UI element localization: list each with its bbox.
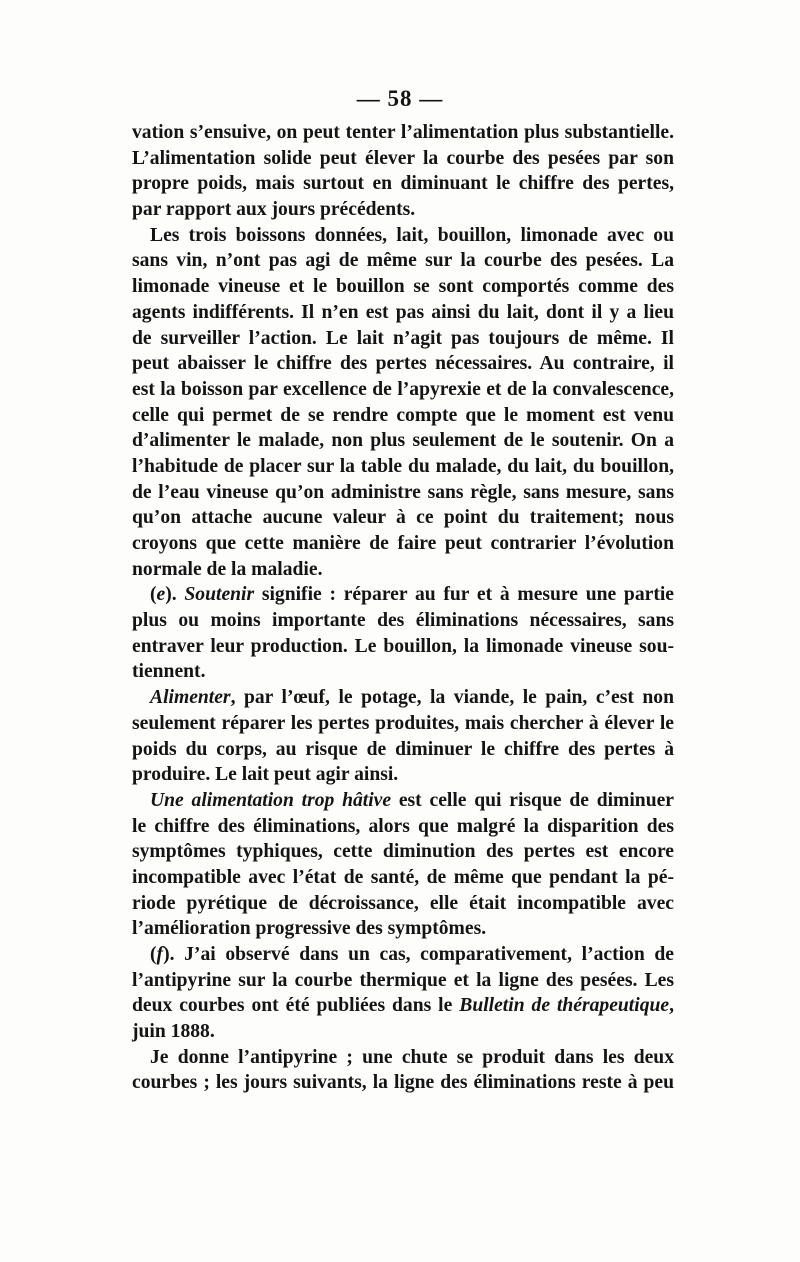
text-run: agents indifférents. Il n’en est pas ainsi du lait, dont il y a lieu	[132, 301, 674, 323]
text-run: d’alimenter le malade, non plus seulement de le soutenir. On a	[132, 430, 674, 452]
text-line	[132, 146, 674, 172]
paragraph-p4	[132, 685, 674, 788]
italic-run: Alimenter	[150, 687, 231, 709]
page-number: — 58 —	[356, 86, 444, 111]
text-line	[132, 300, 674, 326]
text-run: ). J’ai observé dans un cas, comparativement, l’action de	[163, 944, 674, 965]
text-line	[132, 274, 674, 300]
text-line	[132, 557, 674, 583]
text-line	[132, 993, 674, 1019]
text-run: l’habitude de placer sur la table du malade, du lait, du bouillon,	[132, 455, 674, 477]
paragraph-p5	[132, 788, 674, 942]
text-line	[132, 942, 674, 968]
text-line	[132, 659, 674, 685]
text-run: ,	[669, 995, 674, 1017]
text-run: incompatible avec l’état de santé, de même que pendant la pé-	[132, 866, 674, 888]
text-run: normale de la maladie.	[132, 558, 323, 580]
text-line	[132, 916, 674, 942]
text-run: deux courbes ont été publiées dans le	[132, 995, 460, 1017]
text-run: est la boisson par excellence de l’apyrexie et de la convalescence,	[132, 378, 674, 400]
italic-run: f	[156, 944, 164, 965]
text-line	[132, 223, 674, 249]
italic-run: e	[156, 584, 166, 606]
text-run: qu’on attache aucune valeur à ce point du traitement; nous	[132, 507, 674, 529]
text-line	[132, 582, 674, 608]
paragraph-p3	[132, 582, 674, 685]
text-line	[132, 711, 674, 737]
text-run: riode pyrétique de décroissance, elle était incompatible avec	[132, 892, 674, 914]
text-line	[132, 839, 674, 865]
text-line	[132, 377, 674, 403]
text-run: limonade vineuse et le bouillon se sont comportés comme des	[132, 276, 674, 298]
text-line	[132, 634, 674, 660]
text-run: juin 1888.	[132, 1021, 215, 1043]
text-line	[132, 351, 674, 377]
text-line	[132, 788, 674, 814]
page-body-text	[132, 120, 674, 1096]
paragraph-p6	[132, 942, 674, 1045]
text-run: sans vin, n’ont pas agi de même sur la courbe des pesées. La	[132, 250, 674, 272]
paragraph-p1	[132, 120, 674, 223]
text-run: ).	[165, 584, 185, 606]
text-line	[132, 762, 674, 788]
text-run: (	[150, 944, 157, 965]
text-line	[132, 737, 674, 763]
text-line	[132, 1045, 674, 1071]
text-run: de l’eau vineuse qu’on administre sans règle, sans mesure, sans	[132, 481, 674, 503]
text-run: produire. Le lait peut agir ainsi.	[132, 764, 399, 786]
text-line	[132, 865, 674, 891]
text-line	[132, 505, 674, 531]
text-line	[132, 531, 674, 557]
text-run: celle qui permet de se rendre compte que le moment est venu	[132, 404, 674, 426]
text-line	[132, 1019, 674, 1045]
text-line	[132, 248, 674, 274]
text-run: l’antipyrine sur la courbe thermique et la ligne des pesées. Les	[132, 969, 674, 991]
text-run: est celle qui risque de diminuer	[391, 789, 674, 811]
text-line	[132, 480, 674, 506]
text-run: propre poids, mais surtout en diminuant le chiffre des pertes,	[132, 173, 674, 195]
italic-run: Soutenir	[184, 584, 255, 606]
text-run: l’amélioration progressive des symptômes.	[132, 918, 487, 940]
text-line	[132, 197, 674, 223]
text-line	[132, 608, 674, 634]
text-run: Je donne l’antipyrine ; une chute se produit dans les deux	[150, 1046, 674, 1068]
text-line	[132, 403, 674, 429]
text-line	[132, 428, 674, 454]
text-run: peut abaisser le chiffre des pertes nécessaires. Au contraire, il	[132, 353, 674, 375]
text-line	[132, 454, 674, 480]
text-run: le chiffre des éliminations, alors que malgré la disparition des	[132, 815, 674, 837]
text-line	[132, 171, 674, 197]
text-run: croyons que cette manière de faire peut contrarier l’évolution	[132, 533, 674, 554]
text-line	[132, 891, 674, 917]
text-run: de surveiller l’action. Le lait n’agit pas toujours de même. Il	[132, 327, 674, 349]
text-run: vation s’ensuive, on peut tenter l’alimentation plus substantielle.	[132, 122, 674, 143]
text-run: tiennent.	[132, 661, 206, 683]
text-run: seulement réparer les pertes produites, mais chercher à élever le	[132, 712, 674, 734]
text-run: (	[150, 584, 157, 606]
text-run: poids du corps, au risque de diminuer le chiffre des pertes à	[132, 738, 674, 760]
text-line	[132, 685, 674, 711]
text-run: Les trois boissons données, lait, bouillon, limonade avec ou	[150, 224, 674, 246]
text-line	[132, 326, 674, 352]
text-run: par rapport aux jours précédents.	[132, 199, 416, 221]
paragraph-p2	[132, 223, 674, 583]
text-run: entraver leur production. Le bouillon, la limonade vineuse sou-	[132, 635, 674, 657]
text-run: symptômes typhiques, cette diminution des pertes est encore	[132, 841, 674, 863]
text-line	[132, 968, 674, 994]
text-run: L’alimentation solide peut élever la courbe des pesées par son	[132, 147, 674, 169]
text-run: courbes ; les jours suivants, la ligne des éliminations reste à peu	[132, 1072, 674, 1094]
text-line	[132, 120, 674, 146]
text-run: , par l’œuf, le potage, la viande, le pain, c’est non	[230, 687, 674, 709]
italic-run: Une alimentation trop hâtive	[150, 789, 392, 811]
text-run: plus ou moins importante des éliminations nécessaires, sans	[132, 610, 674, 632]
italic-run: Bulletin de thérapeutique	[459, 995, 670, 1017]
text-line	[132, 814, 674, 840]
text-run: signifie : réparer au fur et à mesure une partie	[254, 584, 674, 606]
text-line	[132, 1070, 674, 1096]
paragraph-p7	[132, 1045, 674, 1096]
